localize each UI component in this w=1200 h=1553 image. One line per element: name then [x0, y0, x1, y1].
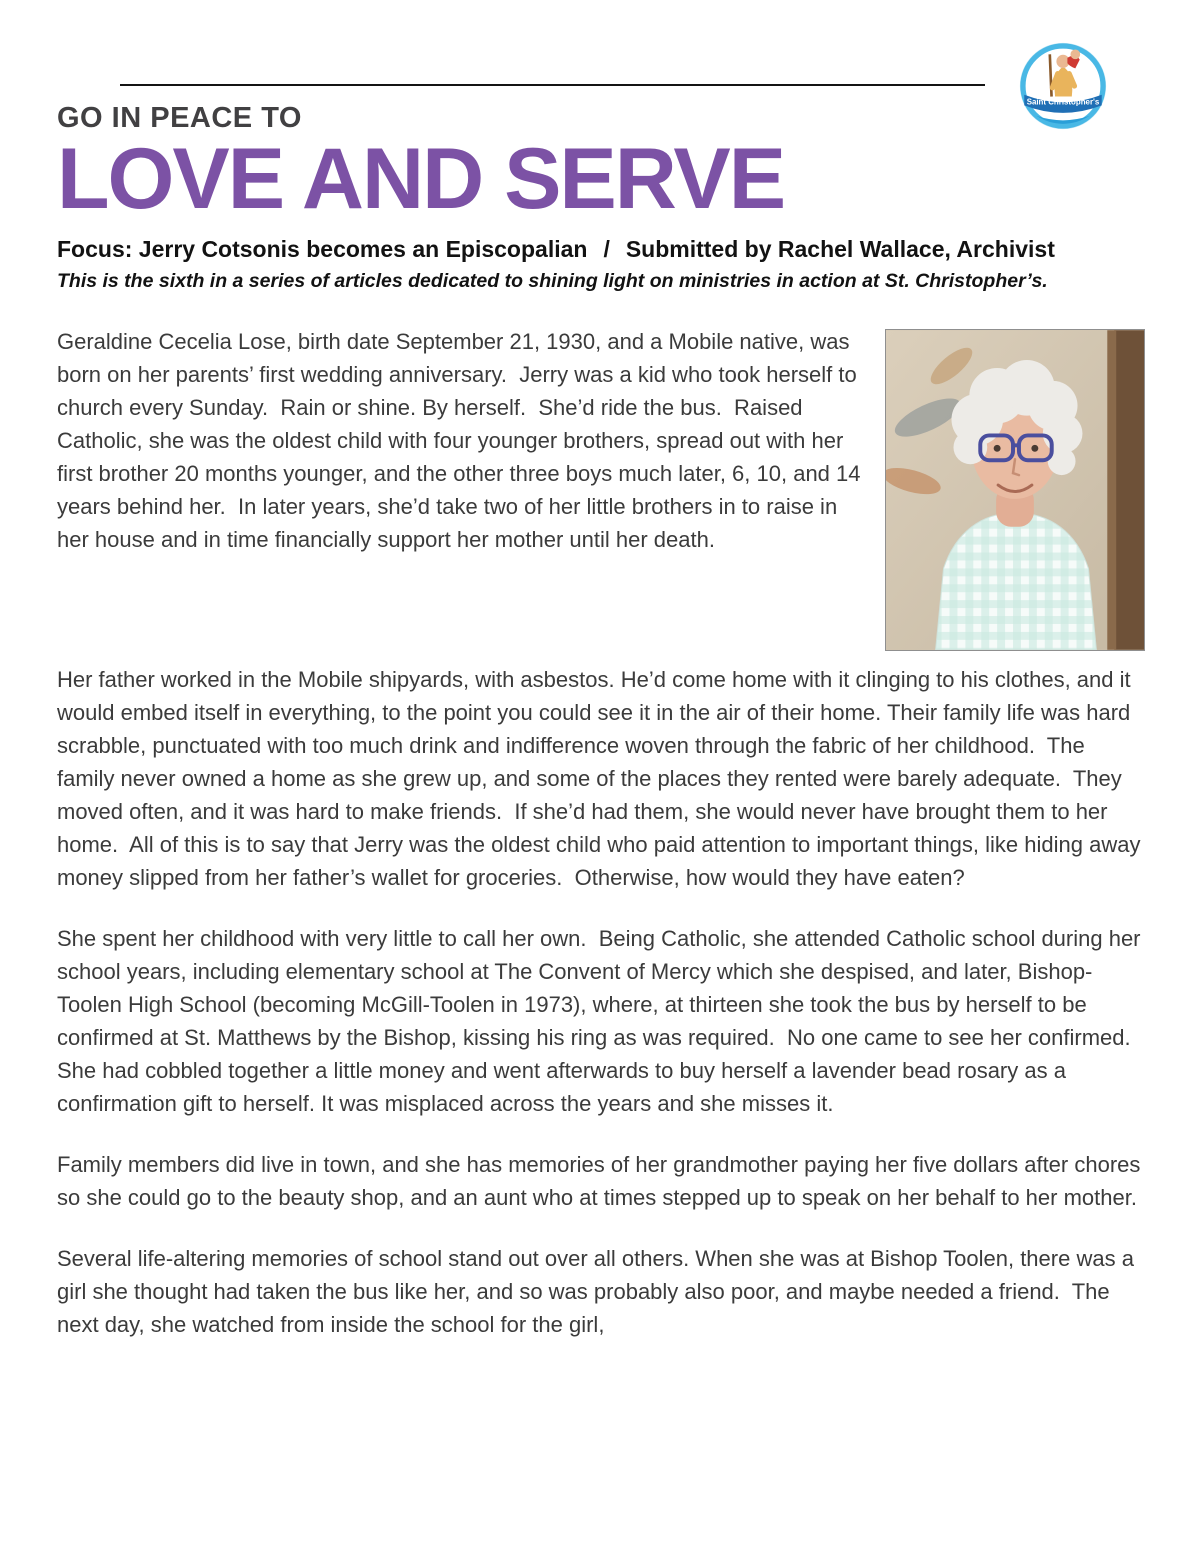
header-rule [120, 84, 985, 86]
article-paragraph-3: She spent her childhood with very little to call her own. Being Catholic, she attended Catholic school during her school years, including elementary school at The Convent of Mercy which she despised, and later, Bishop-Toolen High School (becoming McGill-Toolen in 1973), where, at thirteen she took the bus by herself to be confirmed at St. Matthews by the Bishop, kissing his ring as was required. No one came to see her confirmed. She had cobbled together a little money and went afterwards to buy herself a lavender bead rosary as a confirmation gift to herself. It was misplaced across the years and she misses it. [57, 925, 1147, 1116]
focus-separator: / [603, 235, 610, 262]
article-paragraph-5: Several life-altering memories of school stand out over all others. When she was at Bishop Toolen, there was a girl she thought had taken the bus like her, and so was probably also poor, and maybe needed a friend. The next day, she watched from inside the school for the girl, [57, 1245, 1141, 1337]
saint-christophers-logo-icon [1019, 42, 1107, 130]
portrait-photo-illustration [886, 330, 1144, 650]
series-subtitle: This is the sixth in a series of articles dedicated to shining light on ministries in action at St. Christopher’s. [57, 269, 1048, 292]
focus-text: Focus: Jerry Cotsonis becomes an Episcopalian [57, 235, 588, 262]
article-paragraph-1: Geraldine Cecelia Lose, birth date September 21, 1930, and a Mobile native, was born on her parents’ first wedding anniversary. Jerry was a kid who took herself to church every Sunday. Rain or shine. By herself. She’d ride the bus. Raised Catholic, she was the oldest child with four younger brothers, spread out with her first brother 20 months younger, and the other three boys much later, 6, 10, and 14 years behind her. In later years, she’d take two of her little brothers in to raise in her house and in time financially support her mother until her death. [57, 328, 867, 552]
page-title: LOVE AND SERVE [57, 131, 785, 228]
page-header [57, 0, 1145, 107]
focus-byline [57, 236, 1145, 263]
article-paragraph-4: Family members did live in town, and she has memories of her grandmother paying her five dollars after chores so she could go to the beauty shop, and an aunt who at times stepped up to speak on her behalf to her mother. [57, 1151, 1147, 1210]
article-paragraph-2: Her father worked in the Mobile shipyards, with asbestos. He’d come home with it clinging to his clothes, and it would embed itself in everything, to the point you could see it in the air of their home. Their family life was hard scrabble, punctuated with too much drink and indifference woven through the fabric of her childhood. The family never owned a home as she grew up, and some of the places they rented were barely adequate. They moved often, and it was hard to make friends. If she’d had them, she would never have brought them to her home. All of this is to say that Jerry was the oldest child who paid attention to important things, like hiding away money slipped from her father’s wallet for groceries. Otherwise, how would they have eaten? [57, 666, 1147, 890]
portrait-photo [885, 329, 1145, 651]
lead-paragraph-block [57, 325, 1145, 661]
byline-text: Submitted by Rachel Wallace, Archivist [625, 235, 1055, 262]
logo-text: Saint Christopher's [1026, 97, 1100, 107]
article-body [57, 325, 1145, 1341]
eyebrow-heading: GO IN PEACE TO [57, 102, 302, 134]
